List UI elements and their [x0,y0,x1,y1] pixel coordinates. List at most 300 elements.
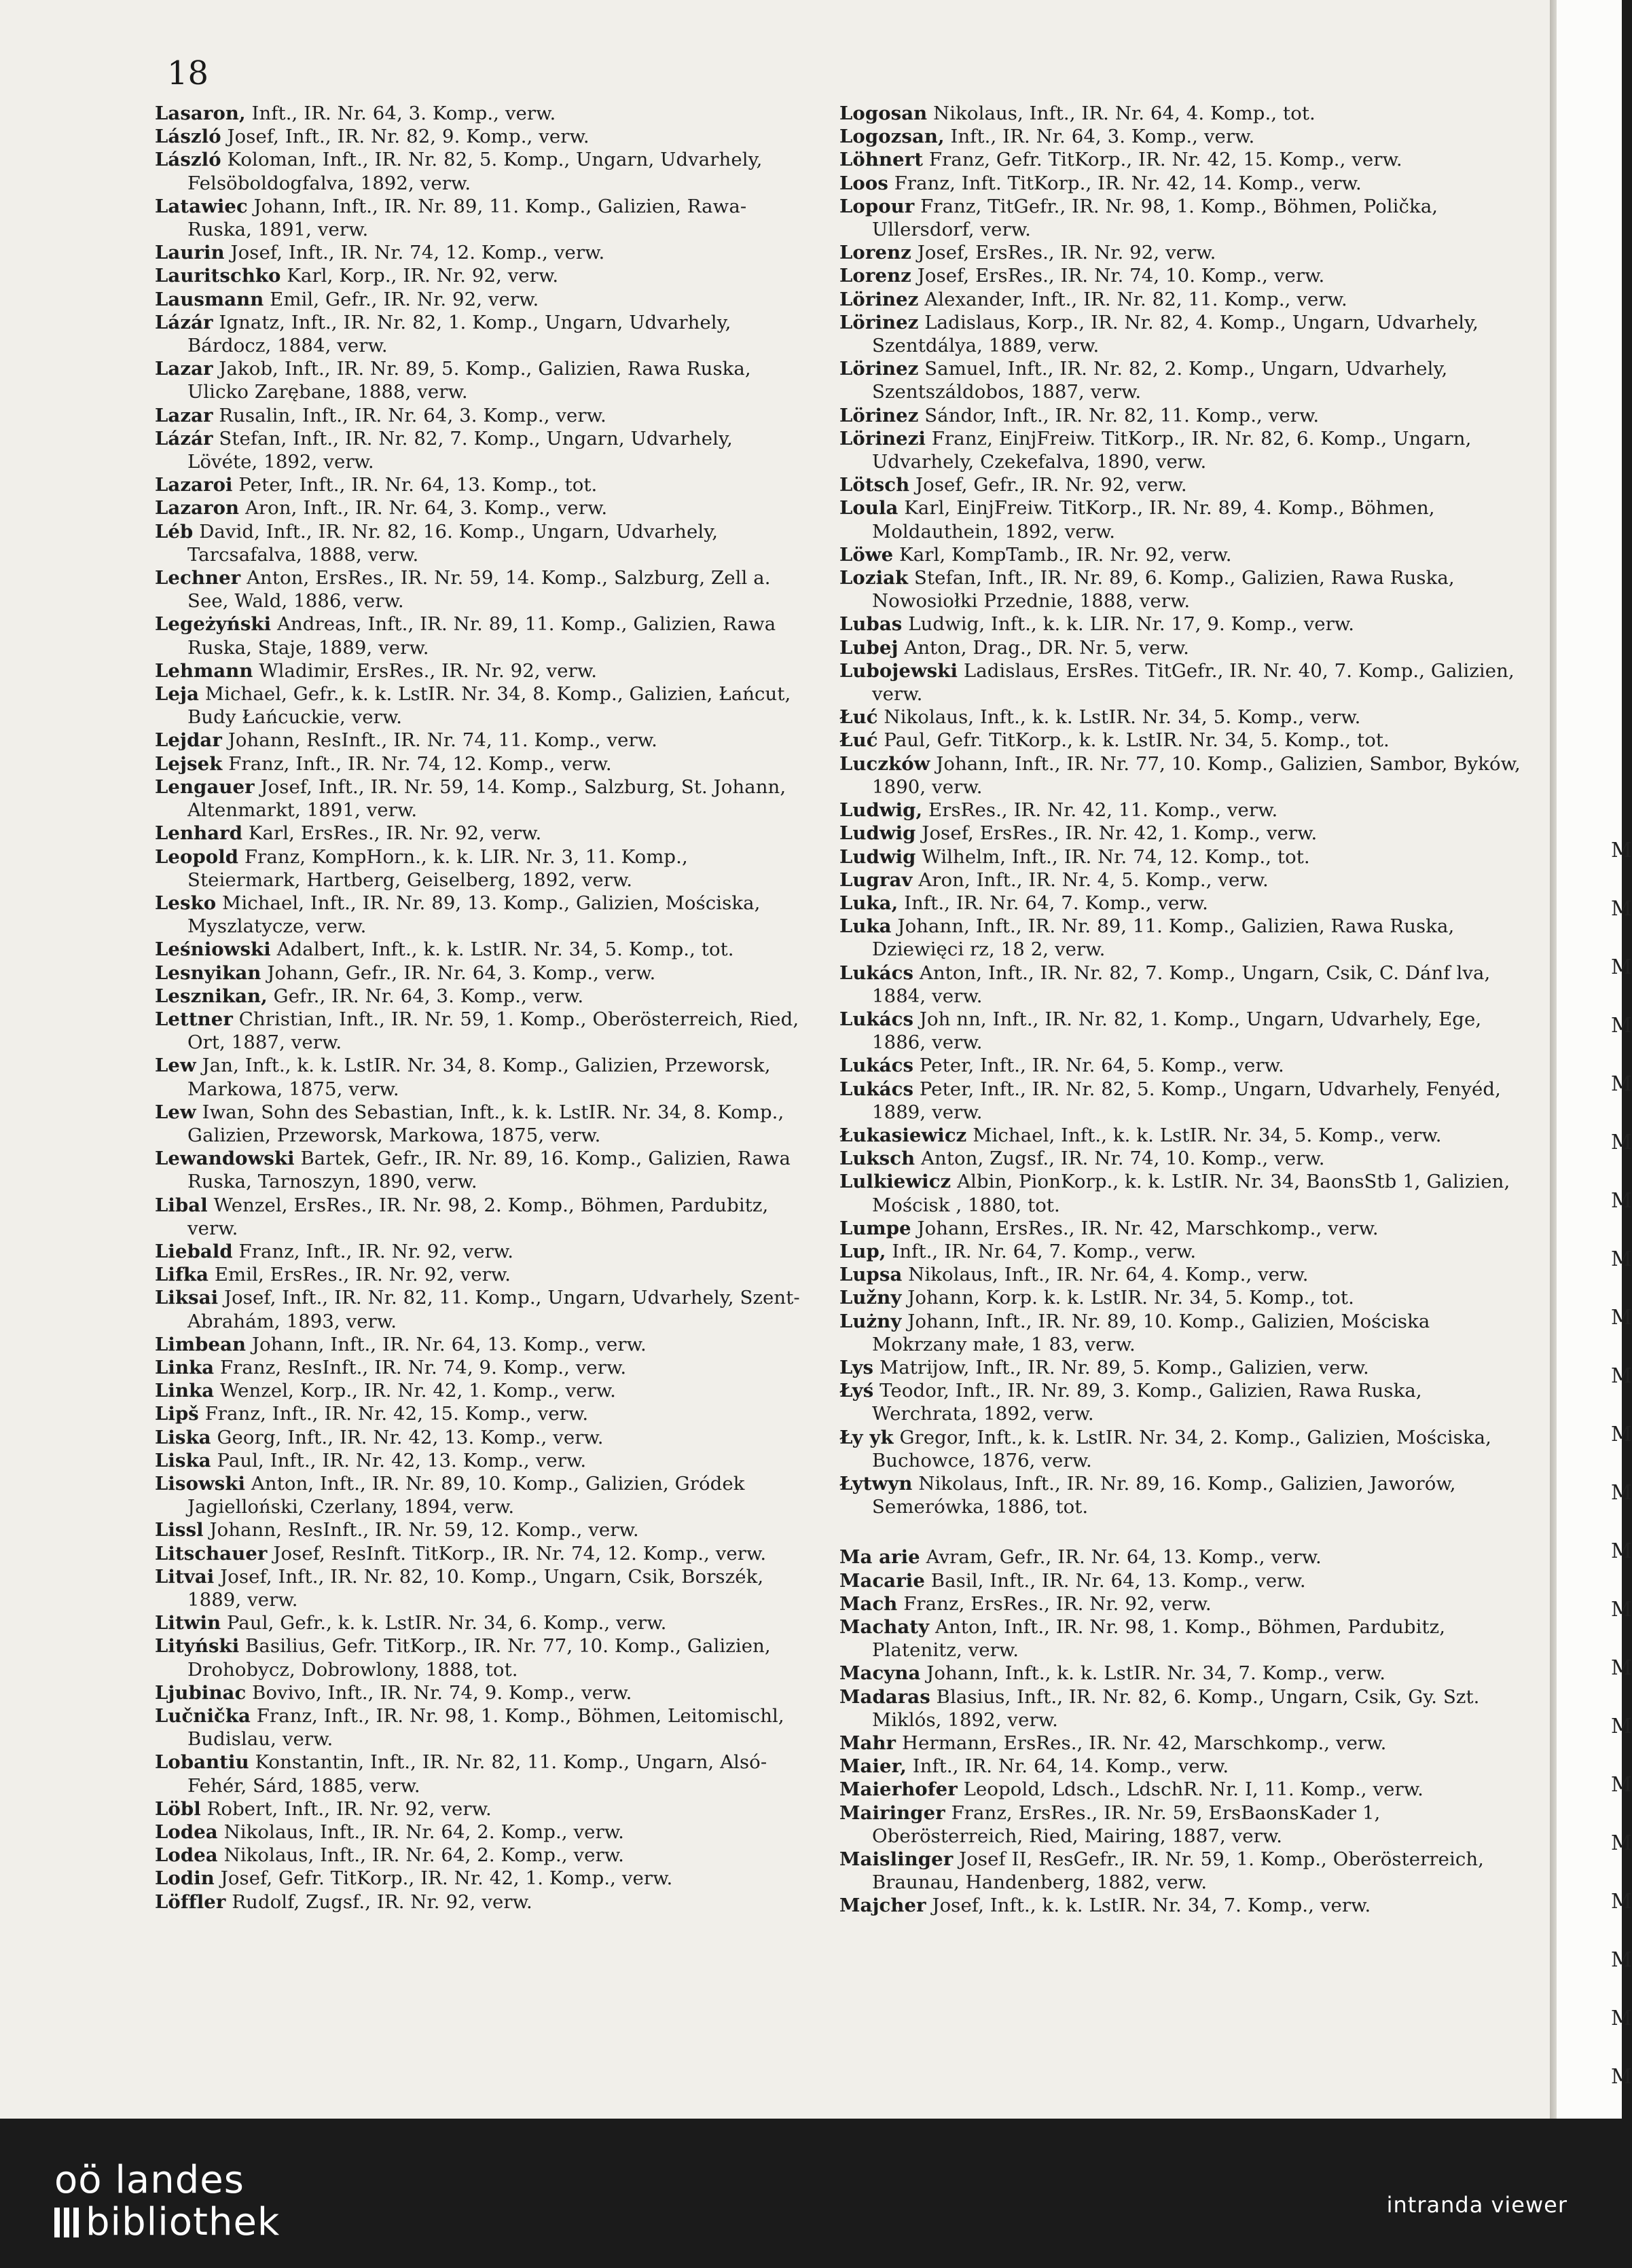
entry-details: Nikolaus, Inft., IR. Nr. 64, 2. Komp., verw. [217,1844,624,1867]
entry [155,682,807,729]
entry-details: Iwan, Sohn des Sebastian, Inft., k. k. LstIR. Nr. 34, 8. Komp., Galizien, Przeworsk, Markowa, 1875, verw. [187,1101,784,1146]
entry [839,1569,1521,1592]
entry [839,636,1521,659]
entry-surname: Lengauer [155,775,255,798]
entry-details: Anton, Inft., IR. Nr. 82, 7. Komp., Ungarn, Csik, C. Dánf lva, 1884, verw. [872,962,1491,1007]
entry [839,1801,1521,1848]
entry-details: Peter, Inft., IR. Nr. 82, 5. Komp., Ungarn, Udvarhely, Fenyéd, 1889, verw. [872,1078,1501,1123]
entry-surname: Lupsa [839,1264,903,1286]
entry-surname: Lissl [155,1519,204,1541]
entry-surname: Mahr [839,1732,896,1755]
entry-surname: Lodea [155,1844,218,1867]
entry-details: Inft., IR. Nr. 64, 3. Komp., verw. [245,103,556,124]
entry [155,822,807,845]
entry-surname: Lötsch [839,474,910,496]
entry-surname: Lučnička [155,1705,251,1727]
entry-surname: Limbean [155,1333,247,1355]
entry-details: Franz, ResInft., IR. Nr. 74, 9. Komp., verw. [214,1356,627,1378]
entry-surname: Laurin [155,242,225,264]
entry-surname: Ludwig [839,845,916,868]
entry [839,845,1521,868]
entry-details: Johann, Korp. k. k. LstIR. Nr. 34, 5. Komp., tot. [901,1287,1354,1309]
entry [155,775,807,822]
entry [155,1356,807,1379]
page-number: 18 [167,54,209,92]
entry-details: Inft., IR. Nr. 64, 7. Komp., verw. [898,892,1208,914]
entry-details: Josef, Inft., k. k. LstIR. Nr. 34, 7. Komp., verw. [926,1895,1371,1917]
entry [839,404,1521,427]
entry-details: Hermann, ErsRes., IR. Nr. 42, Marschkomp., verw. [896,1732,1387,1755]
entry-surname: Lukács [839,1078,914,1100]
entry-surname: Lipš [155,1403,199,1425]
entry [839,1426,1521,1472]
entry-surname: Logozsan, [839,126,945,148]
entry-details: Franz, Inft., IR. Nr. 92, verw. [232,1240,514,1262]
entry [155,1542,807,1565]
entry-surname: Majcher [839,1895,926,1917]
entry-surname: Lukács [839,1055,914,1077]
entry-details: Peter, Inft., IR. Nr. 64, 5. Komp., verw. [913,1055,1284,1077]
entry-surname: Lumpe [839,1217,911,1239]
entry-details: Nikolaus, Inft., IR. Nr. 64, 2. Komp., verw. [217,1821,624,1844]
next-page-letter: M [1611,1072,1632,1096]
next-page-letter: M [1611,1656,1632,1680]
entry-surname: Löbl [155,1797,201,1820]
entry [155,404,807,427]
entry-details: Andreas, Inft., IR. Nr. 89, 11. Komp., Galizien, Rawa Ruska, Staje, 1889, verw. [187,613,776,659]
entry-details: Inft., IR. Nr. 64, 14. Komp., verw. [906,1755,1229,1778]
entry [839,612,1521,636]
entry-surname: Lausmann [155,288,264,310]
entry-surname: Lazar [155,404,213,426]
entry-details: Wenzel, Korp., IR. Nr. 42, 1. Komp., verw. [214,1380,616,1402]
entry-details: Aron, Inft., IR. Nr. 4, 5. Komp., verw. [912,868,1269,891]
entry-details: Stefan, Inft., IR. Nr. 89, 6. Komp., Galizien, Rawa Ruska, Nowosiołki Przednie, 1888, verw. [872,567,1455,612]
entry-surname: Lázár [155,311,213,333]
entry-details: Franz, KompHorn., k. k. LIR. Nr. 3, 11. Komp., Steiermark, Hartberg, Geiselberg, 1892, verw. [187,845,688,891]
entry [155,102,807,125]
entry [155,1611,807,1634]
entry [155,566,807,612]
entry-surname: Ljubinac [155,1681,247,1704]
entry-details: Paul, Gefr., k. k. LstIR. Nr. 34, 6. Komp., verw. [221,1612,667,1634]
entry-surname: Lubojewski [839,659,958,682]
entry-surname: Macarie [839,1569,925,1592]
entry-surname: Loos [839,172,888,194]
entry-surname: Leja [155,683,200,706]
entry [839,1124,1521,1147]
next-page-letter: M [1611,1189,1632,1213]
entry [155,1844,807,1867]
entry-details: Emil, Gefr., IR. Nr. 92, verw. [264,288,539,310]
section-gap [839,1518,1521,1545]
entry-details: Josef, Gefr., IR. Nr. 92, verw. [909,474,1187,496]
entry [155,1890,807,1914]
entry-details: Paul, Gefr. TitKorp., k. k. LstIR. Nr. 34, 5. Komp., tot. [877,729,1390,752]
entry [155,241,807,264]
page-gutter [1550,0,1557,2119]
entry-details: Josef II, ResGefr., IR. Nr. 59, 1. Komp., Oberösterreich, Braunau, Handenberg, 1882, verw. [872,1848,1485,1894]
entry [155,938,807,961]
entry-details: Michael, Gefr., k. k. LstIR. Nr. 34, 8. Komp., Galizien, Łańcut, Budy Łańcuckie, verw. [187,683,791,729]
entry-surname: Leopold [155,845,239,868]
entry-surname: Liska [155,1449,211,1471]
entry-surname: Luka, [839,892,899,914]
entry [839,566,1521,612]
entry [839,1732,1521,1755]
entry-details: Josef, ResInft. TitKorp., IR. Nr. 74, 12. Komp., verw. [267,1542,767,1565]
entry-surname: László [155,149,221,171]
entry-details: Johann, Gefr., IR. Nr. 64, 3. Komp., verw. [261,962,656,984]
entry-surname: Lettner [155,1008,233,1030]
entry [155,892,807,938]
entry [839,822,1521,845]
next-page-letter: M [1611,1247,1632,1271]
entry-surname: Loziak [839,567,909,589]
entry-details: Adalbert, Inft., k. k. LstIR. Nr. 34, 5. Komp., tot. [270,938,734,961]
entry [839,1662,1521,1685]
entry [839,1472,1521,1518]
entry [155,311,807,357]
entry-surname: Luka [839,915,892,938]
right-column [839,102,1521,1918]
entry-details: Josef, Inft., IR. Nr. 59, 14. Komp., Salzburg, St. Johann, Altenmarkt, 1891, verw. [187,775,786,822]
entry [155,845,807,892]
entry-surname: Lechner [155,567,241,589]
entry-details: Franz, Inft., IR. Nr. 98, 1. Komp., Böhmen, Leitomischl, Budislau, verw. [187,1705,784,1751]
entry-surname: Léb [155,520,194,543]
entry [155,125,807,148]
entry [839,962,1521,1008]
entry [839,1615,1521,1662]
entry [155,659,807,682]
next-page-letter: M [1611,955,1632,979]
entry-details: Franz, TitGefr., IR. Nr. 98, 1. Komp., Böhmen, Polička, Ullersdorf, verw. [872,195,1438,241]
entry-details: Albin, PionKorp., k. k. LstIR. Nr. 34, BaonsStb 1, Galizien, Mościsk , 1880, tot. [872,1171,1510,1216]
logo-bars-icon [54,2208,79,2237]
entry [839,1545,1521,1569]
entry-details: Jakob, Inft., IR. Nr. 89, 5. Komp., Galizien, Rawa Ruska, Ulicko Zarębane, 1888, verw. [187,358,751,403]
entry-details: Bovivo, Inft., IR. Nr. 74, 9. Komp., verw. [246,1681,632,1704]
entry-surname: Lazar [155,358,213,380]
entry-surname: Maierhofer [839,1778,958,1801]
entry [155,1472,807,1518]
entry-surname: Liksai [155,1287,219,1309]
entry [839,264,1521,287]
entry-surname: Lityński [155,1635,240,1658]
entry-surname: Liebald [155,1240,233,1262]
entry [155,1867,807,1890]
entry-details: Michael, Inft., k. k. LstIR. Nr. 34, 5. Komp., verw. [966,1124,1442,1146]
next-page-letter: M [1611,1423,1632,1446]
entry-surname: Lukács [839,962,914,984]
entry-details: Franz, EinjFreiw. TitKorp., IR. Nr. 82, 6. Komp., Ungarn, Udvarhely, Czekefalva, 1890, verw. [872,427,1472,473]
entry-details: Christian, Inft., IR. Nr. 59, 1. Komp., Oberösterreich, Ried, Ort, 1887, verw. [187,1008,799,1054]
entry-surname: Lup, [839,1240,886,1262]
entry-surname: Legeżyński [155,613,272,636]
entry-surname: Litschauer [155,1542,268,1565]
entry-details: Josef, ErsRes., IR. Nr. 74, 10. Komp., verw. [911,265,1325,287]
entry-details: Johann, Inft., IR. Nr. 89, 10. Komp., Galizien, Mościska Mokrzany małe, 1 83, verw. [872,1310,1430,1355]
entry-details: Anton, Inft., IR. Nr. 89, 10. Komp., Galizien, Gródek Jagielloński, Czerlany, 1894, verw. [187,1472,745,1518]
entry-surname: László [155,126,221,148]
entry [839,102,1521,125]
next-page-letter: M [1611,1831,1632,1855]
next-page-letter: M [1611,1131,1632,1154]
entry-details: Sándor, Inft., IR. Nr. 82, 11. Komp., verw. [918,404,1320,426]
entry-details: Nikolaus, Inft., IR. Nr. 89, 16. Komp., Galizien, Jaworów, Semerówka, 1886, tot. [872,1472,1456,1518]
entry [155,1286,807,1332]
entry-details: Aron, Inft., IR. Nr. 64, 3. Komp., verw. [239,497,608,519]
entry [839,1217,1521,1240]
entry [839,1685,1521,1732]
entry-details: Franz, Inft. TitKorp., IR. Nr. 42, 14. Komp., verw. [888,172,1362,194]
next-page-edge [1557,0,1632,2119]
entry-surname: Lubej [839,636,899,659]
entry-surname: Libal [155,1194,208,1216]
entry-details: Josef, Inft., IR. Nr. 82, 10. Komp., Ungarn, Csik, Borszék, 1889, verw. [187,1565,764,1611]
entry [155,288,807,311]
entry-details: Karl, KompTamb., IR. Nr. 92, verw. [893,543,1232,566]
next-page-letter: M [1611,1481,1632,1505]
entry-surname: Ludwig [839,822,916,845]
entry-details: Joh nn, Inft., IR. Nr. 82, 1. Komp., Ungarn, Udvarhely, Ege, 1886, verw. [872,1008,1482,1054]
entry [839,1894,1521,1917]
entry-details: Karl, ErsRes., IR. Nr. 92, verw. [242,822,542,845]
entry-details: Inft., IR. Nr. 64, 7. Komp., verw. [886,1240,1197,1262]
entry-surname: Maislinger [839,1848,954,1871]
entry-details: Emil, ErsRes., IR. Nr. 92, verw. [208,1264,511,1286]
entry-surname: Lew [155,1055,196,1077]
entry-surname: Łuć [839,706,878,729]
entry-details: Johann, Inft., IR. Nr. 77, 10. Komp., Galizien, Sambor, Byków, 1890, verw. [872,752,1521,798]
entry [155,962,807,985]
entry-details: Georg, Inft., IR. Nr. 42, 13. Komp., verw. [211,1426,604,1448]
entry-surname: Lörinez [839,311,919,333]
entry [839,1848,1521,1894]
entry [839,148,1521,171]
entry-surname: Lejdar [155,729,222,752]
entry [155,357,807,403]
entry-details: Wilhelm, Inft., IR. Nr. 74, 12. Komp., tot. [915,845,1310,868]
entry [839,1778,1521,1801]
entry [155,729,807,752]
entry-details: Wenzel, ErsRes., IR. Nr. 98, 2. Komp., Böhmen, Pardubitz, verw. [187,1194,769,1239]
entry [155,1704,807,1751]
entry-surname: Lázár [155,427,213,450]
entry [839,1592,1521,1615]
next-page-letter: M [1611,1948,1632,1972]
entry-details: Josef, ErsRes., IR. Nr. 92, verw. [911,242,1216,264]
entry-surname: Machaty [839,1616,930,1638]
entry-details: Matrijow, Inft., IR. Nr. 89, 5. Komp., Galizien, verw. [873,1356,1369,1378]
entry-surname: Luksch [839,1148,915,1170]
entry-details: Franz, ErsRes., IR. Nr. 59, ErsBaonsKader 1, Oberösterreich, Ried, Mairing, 1887, verw. [872,1801,1381,1847]
entry [839,195,1521,241]
entry [839,1078,1521,1124]
entry-surname: Litvai [155,1565,215,1588]
entry-surname: Lazaron [155,497,240,519]
entry-surname: Lesko [155,892,217,914]
entry [155,1797,807,1821]
entry-details: Anton, ErsRes., IR. Nr. 59, 14. Komp., Salzburg, Zell a. See, Wald, 1886, verw. [187,567,771,612]
entry-details: Johann, Inft., IR. Nr. 89, 11. Komp., Galizien, Rawa Ruska, Dziewięci rz, 18 2, verw. [872,915,1455,961]
entry [155,1333,807,1356]
entry-surname: Ludwig, [839,799,923,822]
entry-surname: Lobantiu [155,1751,249,1774]
entry [839,1755,1521,1778]
entry-details: Blasius, Inft., IR. Nr. 82, 6. Komp., Ungarn, Csik, Gy. Szt. Miklós, 1892, verw. [872,1685,1480,1731]
logo-line-1: oö landes [54,2158,244,2202]
entry-surname: Lodea [155,1821,218,1844]
entry [839,427,1521,473]
entry [839,1054,1521,1077]
entry-surname: Lew [155,1101,196,1123]
entry [839,1263,1521,1286]
entry-surname: Lewandowski [155,1148,295,1170]
entry [839,172,1521,195]
entry [155,1101,807,1147]
entry [839,311,1521,357]
next-page-letter: M [1611,1890,1632,1914]
next-page-letter: M [1611,1306,1632,1330]
entry [155,1821,807,1844]
entry [155,1147,807,1193]
entry [155,496,807,519]
entry [155,264,807,287]
entry-surname: Leśniowski [155,938,271,961]
entry-surname: Łyś [839,1380,874,1402]
entry-details: Franz, Gefr. TitKorp., IR. Nr. 42, 15. Komp., verw. [923,149,1402,171]
entry [839,915,1521,961]
entry-details: Bartek, Gefr., IR. Nr. 89, 16. Komp., Galizien, Rawa Ruska, Tarnoszyn, 1890, verw. [187,1148,791,1193]
entry-details: Inft., IR. Nr. 64, 3. Komp., verw. [944,126,1255,148]
entry [155,1008,807,1054]
entry-details: Rusalin, Inft., IR. Nr. 64, 3. Komp., verw. [213,404,606,426]
entry-details: Anton, Drag., DR. Nr. 5, verw. [898,636,1190,659]
entry-details: Anton, Inft., IR. Nr. 98, 1. Komp., Böhmen, Pardubitz, Platenitz, verw. [872,1616,1446,1662]
entry [839,1310,1521,1356]
entry-surname: Lörinez [839,288,919,310]
entry-details: Avram, Gefr., IR. Nr. 64, 13. Komp., verw. [920,1546,1322,1569]
entry [155,520,807,566]
entry-surname: Lauritschko [155,265,281,287]
entry-surname: Macyna [839,1662,921,1685]
entry-details: Ladislaus, Korp., IR. Nr. 82, 4. Komp., Ungarn, Udvarhely, Szentdálya, 1889, verw. [872,311,1479,357]
entry-details: Josef, Inft., IR. Nr. 82, 11. Komp., Ungarn, Udvarhely, Szent-Abrahám, 1893, verw. [187,1287,800,1332]
entry-details: Jan, Inft., k. k. LstIR. Nr. 34, 8. Komp., Galizien, Przeworsk, Markowa, 1875, verw. [187,1055,771,1100]
entry-details: Anton, Zugsf., IR. Nr. 74, 10. Komp., verw. [915,1148,1325,1170]
entry-details: Franz, Inft., IR. Nr. 74, 12. Komp., verw. [222,752,612,775]
entry [155,1634,807,1681]
entry [155,427,807,473]
entry-surname: Ma arie [839,1546,920,1569]
entry [839,1356,1521,1379]
entry-surname: Lubas [839,613,903,636]
entry-details: Rudolf, Zugsf., IR. Nr. 92, verw. [225,1890,532,1913]
library-logo[interactable] [54,2159,280,2244]
entry-surname: Lorenz [839,265,911,287]
entry-surname: Lasaron, [155,103,246,124]
entry [839,752,1521,799]
entry-surname: Löwe [839,543,894,566]
next-page-letter: M [1611,897,1632,921]
entry [155,1565,807,1611]
entry-surname: Lopour [839,195,915,217]
next-page-letter: M [1611,1715,1632,1738]
entry-surname: Löhnert [839,149,924,171]
entry-details: Koloman, Inft., IR. Nr. 82, 5. Komp., Ungarn, Udvarhely, Felsöboldogfalva, 1892, verw. [187,149,763,194]
entry [155,1240,807,1263]
entry-details: Michael, Inft., IR. Nr. 89, 13. Komp., Galizien, Mościska, Myszlatycze, verw. [187,892,761,938]
entry-surname: Lużny [839,1310,902,1332]
entry-details: Basilius, Gefr. TitKorp., IR. Nr. 77, 10. Komp., Galizien, Drohobycz, Dobrowlony, 1888, tot. [187,1635,771,1681]
entry-surname: Madaras [839,1685,930,1708]
entry-details: Samuel, Inft., IR. Nr. 82, 2. Komp., Ungarn, Udvarhely, Szentszáldobos, 1887, verw. [872,358,1448,403]
next-page-letter: M [1611,839,1632,862]
next-page-letter: M [1611,1539,1632,1563]
left-column [155,102,807,1914]
entry [155,195,807,241]
entry-surname: Linka [155,1356,215,1378]
entry-surname: Lejsek [155,752,223,775]
entry-surname: Litwin [155,1612,221,1634]
entry-details: Ignatz, Inft., IR. Nr. 82, 1. Komp., Ungarn, Udvarhely, Bárdocz, 1884, verw. [187,311,731,357]
entry-details: Ladislaus, ErsRes. TitGefr., IR. Nr. 40, 7. Komp., Galizien, verw. [872,659,1515,706]
entry [155,1263,807,1286]
entry-surname: Lifka [155,1264,208,1286]
entry-details: Franz, ErsRes., IR. Nr. 92, verw. [897,1592,1212,1615]
entry-details: Stefan, Inft., IR. Nr. 82, 7. Komp., Ungarn, Udvarhely, Lövéte, 1892, verw. [187,427,733,473]
entry-details: Josef, ErsRes., IR. Nr. 42, 1. Komp., verw. [915,822,1318,845]
entry-surname: Maier, [839,1755,907,1778]
entry-details: Peter, Inft., IR. Nr. 64, 13. Komp., tot. [232,474,598,496]
entry-surname: Lorenz [839,242,911,264]
entry [839,1240,1521,1263]
entry-surname: Löffler [155,1890,226,1913]
entry-surname: Lehmann [155,659,253,682]
entry-surname: Lörinez [839,404,919,426]
entry-details: Josef, Inft., IR. Nr. 82, 9. Komp., verw. [221,126,590,148]
entry [839,241,1521,264]
entry-surname: Lužny [839,1287,902,1309]
entry [839,659,1521,706]
entry [839,1286,1521,1309]
entry [155,473,807,496]
entry-details: Wladimir, ErsRes., IR. Nr. 92, verw. [253,659,598,682]
entry-surname: Mach [839,1592,898,1615]
entry [155,1426,807,1449]
entry-details: Johann, ErsRes., IR. Nr. 42, Marschkomp., verw. [911,1217,1379,1239]
entry [839,706,1521,729]
entry-details: ErsRes., IR. Nr. 42, 11. Komp., verw. [922,799,1278,822]
logo-line-2-text: bibliothek [86,2200,280,2244]
entry-surname: Logosan [839,103,928,124]
entry [155,1379,807,1402]
entry [839,729,1521,752]
entry-details: Paul, Inft., IR. Nr. 42, 13. Komp., verw. [211,1449,587,1471]
entry [155,612,807,659]
entry-details: Franz, Inft., IR. Nr. 42, 15. Komp., verw. [198,1403,589,1425]
entry [155,985,807,1008]
entry [839,496,1521,543]
logo-line-2 [54,2201,280,2244]
entry [839,892,1521,915]
entry-details: Gefr., IR. Nr. 64, 3. Komp., verw. [267,985,584,1007]
entry [839,543,1521,566]
entry-details: Josef, Inft., IR. Nr. 74, 12. Komp., verw. [224,242,605,264]
entry [839,868,1521,892]
